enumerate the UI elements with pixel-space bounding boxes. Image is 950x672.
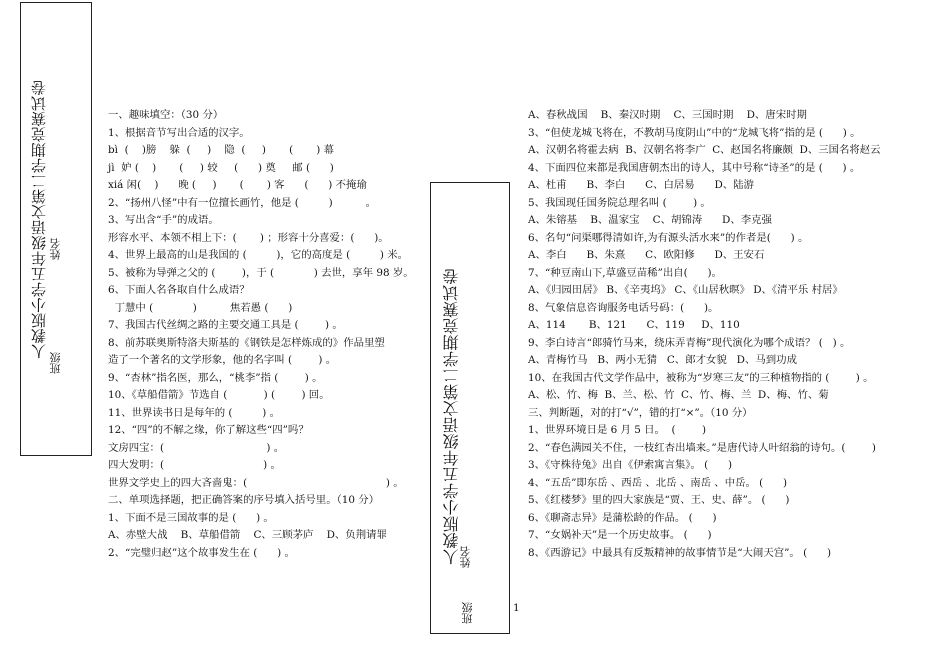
question-line: A、《归园田居》 B、《辛夷坞》 C、《山居秋暝》 D、《清平乐 村居》	[528, 284, 843, 296]
question-line: bì ( )膀 躲 ( ) 隐 ( ) ( ) 幕	[108, 144, 334, 156]
question-line: 8、前苏联奥斯特洛夫斯基的《钢铁是怎样炼成的》作品里塑	[108, 336, 385, 349]
question-line: A、赤壁大战 B、草船借箭 C、三顾茅庐 D、负荆请罪	[108, 529, 387, 541]
class-label-left: 班级	[49, 352, 62, 374]
question-line: A、114 B、121 C、119 D、110	[528, 319, 740, 331]
question-line: 8、气象信息咨询服务电话号码：( )。	[528, 301, 719, 314]
question-column-right	[528, 107, 928, 562]
question-line: 一、趣味填空：（30 分）	[108, 109, 224, 121]
question-line: 世界文学史上的四大吝啬鬼：( ) 。	[108, 476, 404, 489]
question-line: A、朱镕基 B、温家宝 C、胡锦涛 D、李克强	[528, 214, 772, 226]
question-line: 5、我国现任国务院总理名叫 ( ) 。	[528, 196, 711, 209]
question-line: 二、单项选择题，把正确答案的序号填入括号里。（10 分）	[108, 494, 380, 506]
question-line: 3、写出含“手”的成语。	[108, 214, 219, 226]
question-line: 四大发明：( ) 。	[108, 459, 281, 471]
question-line: 10、在我国古代文学作品中，被称为“岁寒三友”的三种植物指的 ( ) 。	[528, 371, 874, 384]
question-line: 6、《聊斋志异》是蒲松龄的作品。 ( )	[528, 511, 717, 524]
question-line: A、杜甫 B、李白 C、白居易 D、陆游	[528, 179, 754, 191]
question-line: 4、“五岳”即东岳 、西岳 、北岳 、南岳 、中岳。 ( )	[528, 476, 788, 489]
name-label-left: 姓名	[49, 238, 62, 260]
question-line: 3、“但使龙城飞将在，不教胡马度阴山”中的“龙城飞将”指的是 ( ) 。	[528, 126, 861, 139]
question-line: 9、李白诗言“郎骑竹马来，绕床弄青梅”现代演化为哪个成语？ ( ) 。	[528, 336, 851, 349]
question-line: 5、《红楼梦》里的四大家族是“贾、王、史、薛”。 ( )	[528, 494, 790, 506]
question-line: 7、我国古代丝绸之路的主要交通工具是 ( ) 。	[108, 319, 343, 331]
question-line: 5、被称为导弹之父的 ( )，于 ( ) 去世，享年 98 岁。	[108, 266, 414, 279]
question-line: 形容水平、本领不相上下：( ) ；形容十分喜爱：( )。	[108, 231, 389, 244]
question-line: A、李白 B、朱熹 C、欧阳修 D、王安石	[528, 249, 765, 261]
question-line: 6、下面人名各取自什么成语？	[108, 284, 250, 296]
question-line: 1、根据音节写出合适的汉字。	[108, 126, 250, 139]
question-line: 3、《守株待兔》出自《伊索寓言集》。 ( )	[528, 459, 733, 471]
question-line: A、汉朝名将霍去病 B、汉朝名将李广 C、赵国名将廉颇 D、三国名将赵云	[528, 144, 881, 156]
question-line: 1、下面不是三国故事的是 ( ) 。	[108, 511, 274, 524]
page-number: 1	[513, 602, 520, 614]
question-line: 三、判断题，对的打“√”，错的打“×”。（10 分）	[528, 406, 753, 419]
question-line: jì 妒 ( ) ( ) 较 ( ) 奠 邮 ( )	[108, 161, 334, 174]
exam-title-vertical-middle: 人教版小学五年级语文第二学期竞赛试卷	[442, 268, 461, 565]
question-line: 12、“四”的不解之缘，你了解这些“四”吗？	[108, 424, 309, 436]
question-column-left	[108, 107, 420, 562]
question-line: 11、世界读书日是每年的 ( ) 。	[108, 406, 280, 419]
question-line: 10、《草船借箭》节选自 ( ) ( ) 回。	[108, 389, 330, 401]
question-line: 8、《西游记》中最具有反叛精神的故事情节是“大闹天宫”。 ( )	[528, 546, 832, 559]
question-line: 4、世界上最高的山是我国的 ( )，它的高度是 ( ) 米。	[108, 249, 408, 261]
question-line: A、青梅竹马 B、两小无猜 C、郎才女貌 D、马到功成	[528, 354, 797, 366]
question-line: 6、名句“问渠哪得清如许,为有源头活水来”的作者是( ) 。	[528, 231, 809, 244]
question-line: 4、下面四位来都是我国唐朝杰出的诗人，其中号称“诗圣”的是 ( ) 。	[528, 161, 861, 174]
question-line: A、春秋战国 B、秦汉时期 C、三国时期 D、唐宋时期	[528, 109, 807, 121]
question-line: 丁慧中 ( ) 焦若愚 ( )	[108, 301, 293, 314]
question-line: xiá 闲( ) 晚 ( ) ( ) 客 ( ) 不掩瑜	[108, 179, 367, 191]
question-line: 1、世界环境日是 6 月 5 日。 ( )	[528, 424, 707, 436]
exam-title-vertical-left: 人教版小学五年级语文第二学期竞赛试卷	[30, 80, 48, 359]
question-line: 7、“种豆南山下,草盛豆苗稀”出自( )。	[528, 266, 722, 279]
name-label-middle: 姓名	[459, 546, 472, 568]
question-line: 9、“杏林”指名医，那么，“桃李”指 ( ) 。	[108, 371, 323, 384]
question-line: 2、“完璧归赵”这个故事发生在 ( ) 。	[108, 546, 295, 559]
class-label-middle: 班级	[461, 602, 474, 624]
question-line: 7、“女娲补天”是一个历史故事。 ( )	[528, 529, 712, 541]
question-line: 造了一个著名的文学形象，他的名字叫 ( ) 。	[108, 354, 337, 366]
question-line: 2、“扬州八怪”中有一位擅长画竹，他是 ( ) 。	[108, 196, 377, 209]
question-line: A、松、竹、梅 B、兰、松、竹 C、竹、梅、兰 D、梅、竹、菊	[528, 389, 829, 401]
question-line: 文房四宝：( ) 。	[108, 441, 285, 454]
question-line: 2、“春色满园关不住，一枝红杏出墙来。”是唐代诗人叶绍翁的诗句。( )	[528, 441, 876, 454]
